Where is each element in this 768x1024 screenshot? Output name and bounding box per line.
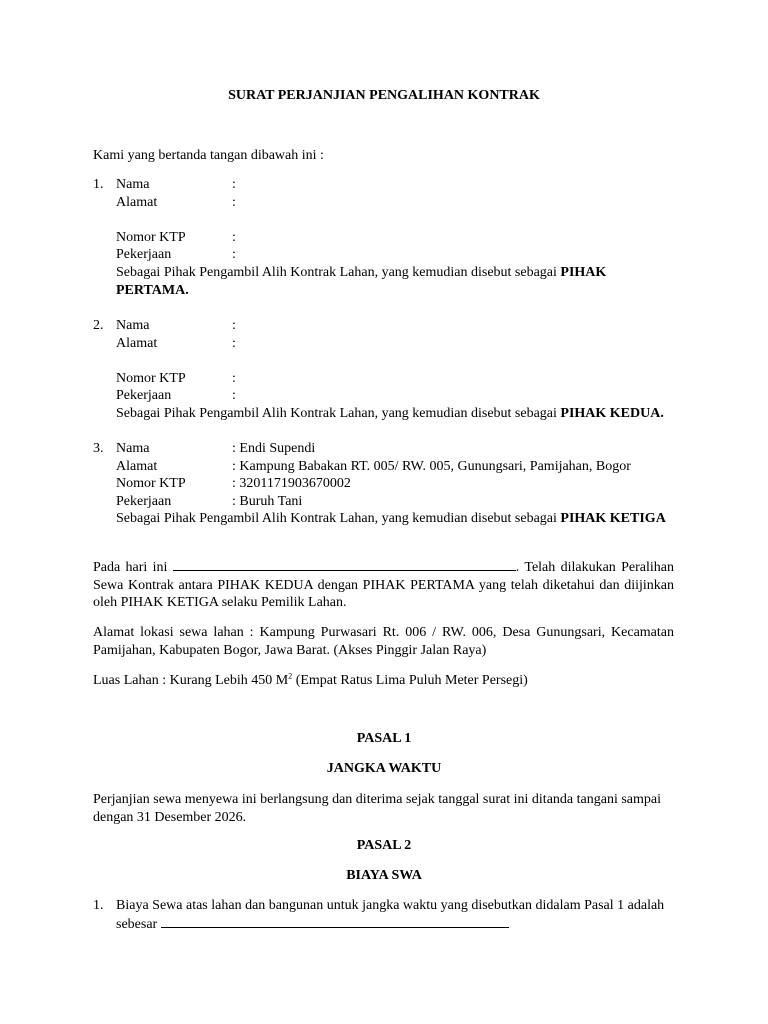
land-area-paragraph: Luas Lahan : Kurang Lebih 450 $M^2$ (Empat Ratus Lima Puluh Meter Persegi) bbox=[93, 671, 528, 688]
party-number: 1. bbox=[93, 177, 104, 192]
intro-text: Kami yang bertanda tangan dibawah ini : bbox=[93, 148, 324, 163]
pasal-2-item-1 bbox=[93, 897, 675, 933]
label-nomor-ktp: Nomor KTP bbox=[116, 229, 186, 245]
item-number: 1. bbox=[93, 898, 104, 913]
label-nama: Nama bbox=[116, 318, 150, 333]
document-title: SURAT PERJANJIAN PENGALIHAN KONTRAK bbox=[228, 88, 540, 103]
item-text: Biaya Sewa atas lahan dan bangunan untuk jangka waktu yang disebutkan didalam Pasal 1 adalah bbox=[116, 898, 665, 913]
party-1: 1. Nama : Alamat : Nomor KTP : Pekerjaan : Sebagai Pihak Pengambil Alih Kontrak Lahan, yang kemudian disebut sebagai PIHAK PERTAMA. bbox=[93, 176, 675, 299]
label-nomor-ktp: Nomor KTP bbox=[116, 476, 186, 492]
party-nomor-ktp: 3201171903670002 bbox=[239, 476, 351, 492]
party-number: 3. bbox=[93, 441, 104, 456]
party-nama: Endi Supendi bbox=[239, 441, 316, 456]
transfer-paragraph: Pada hari ini . Telah dilakukan Peralihan Sewa Kontrak antara PIHAK KEDUA dengan PIHAK PERTAMA yang telah diketahui dan diijinkan oleh PIHAK KETIGA selaku Pemilik Lahan. bbox=[93, 560, 675, 611]
party-number: 2. bbox=[93, 318, 104, 333]
label-nomor-ktp: Nomor KTP bbox=[116, 370, 186, 386]
date-blank-line bbox=[173, 558, 516, 571]
party-2: 2. Nama : Alamat : Nomor KTP : Pekerjaan : Sebagai Pihak Pengambil Alih Kontrak Lahan, yang kemudian disebut sebagai PIHAK KEDUA. bbox=[93, 317, 675, 423]
party-designation: PIHAK PERTAMA. bbox=[116, 264, 607, 298]
label-alamat: Alamat bbox=[116, 458, 158, 474]
pasal-1-number: PASAL 1 bbox=[356, 731, 412, 746]
label-pekerjaan: Pekerjaan bbox=[116, 493, 172, 509]
pasal-2-heading: BIAYA SWA bbox=[346, 868, 422, 883]
pasal-1-text: Perjanjian sewa menyewa ini berlangsung dan diterima sejak tanggal surat ini ditanda tangani sampai dengan 31 Desember 2026. bbox=[93, 792, 661, 825]
party-statement: Sebagai Pihak Pengambil Alih Kontrak Lahan, yang kemudian disebut sebagai PIHAK PERTAMA. bbox=[116, 264, 607, 298]
party-designation: PIHAK KEDUA. bbox=[560, 405, 664, 421]
party-3: 3. Nama : Endi Supendi Alamat : Kampung Babakan RT. 005/ RW. 005, Gunungsari, Pamijahan, Bogor Nomor KTP : 3201171903670002 Pekerjaan : Buruh Tani Sebagai Pihak Pengambil Alih Kontrak Lahan, yang kemudian disebut sebagai PIHAK KETIGA bbox=[93, 440, 675, 528]
pasal-1-heading: JANGKA WAKTU bbox=[326, 761, 442, 776]
party-alamat: Kampung Babakan RT. 005/ RW. 005, Gunungsari, Pamijahan, Bogor bbox=[239, 458, 631, 474]
pasal-2-number: PASAL 2 bbox=[356, 838, 412, 853]
label-nama: Nama bbox=[116, 177, 150, 192]
item-text-2: sebesar bbox=[116, 915, 675, 934]
label-alamat: Alamat bbox=[116, 194, 158, 210]
land-location-paragraph: Alamat lokasi sewa lahan : Kampung Purwasari Rt. 006 / RW. 006, Desa Gunungsari, Kecamatan Pamijahan, Kabupaten Bogor, Jawa Barat. (Akses Pinggir Jalan Raya) bbox=[93, 625, 674, 658]
label-pekerjaan: Pekerjaan bbox=[116, 247, 172, 263]
label-pekerjaan: Pekerjaan bbox=[116, 388, 172, 404]
label-nama: Nama bbox=[116, 441, 150, 456]
party-pekerjaan: Buruh Tani bbox=[239, 493, 303, 509]
party-statement: Sebagai Pihak Pengambil Alih Kontrak Lahan, yang kemudian disebut sebagai PIHAK KEDUA. bbox=[116, 405, 664, 421]
label-alamat: Alamat bbox=[116, 335, 158, 351]
party-designation: PIHAK KETIGA bbox=[560, 511, 666, 527]
party-statement: Sebagai Pihak Pengambil Alih Kontrak Lahan, yang kemudian disebut sebagai PIHAK KETIGA bbox=[116, 511, 666, 527]
amount-blank-line bbox=[161, 915, 509, 928]
